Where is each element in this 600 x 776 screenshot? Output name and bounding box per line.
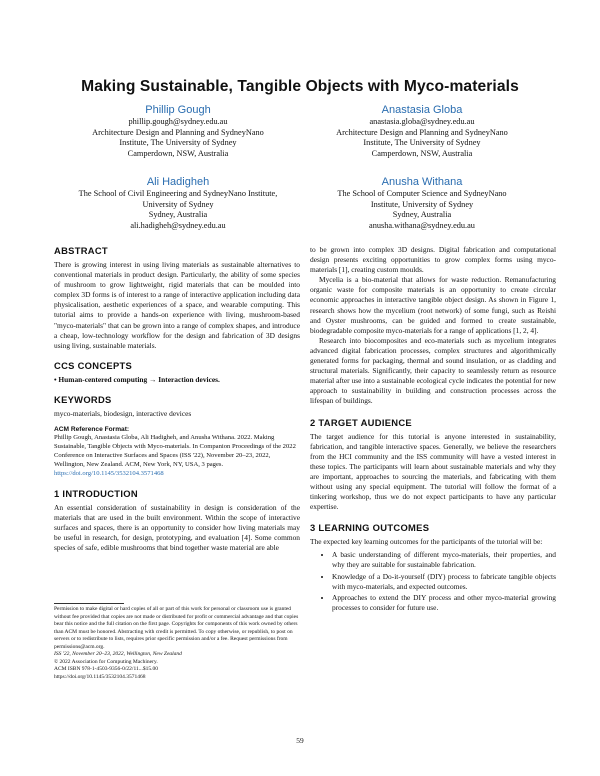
acm-reference bbox=[54, 425, 300, 479]
list-item: • A basic understanding of different myco-materials, their properties, and why they are suitable for sustainable fabrication. bbox=[332, 550, 556, 570]
introduction-heading: 1 INTRODUCTION bbox=[54, 487, 138, 499]
acm-reference-citation: Phillip Gough, Anastasia Globa, Ali Hadigheh, and Anusha Withana. 2022. Making Sustainable, Tangible Objects with Myco-materials. In Companion Proceedings of the 2022 Conference on Interactive Surfaces and Spaces (ISS '22), November 20–23, 2022, Wellington, New Zealand. ACM, New York, NY, USA, 3 pages. bbox=[54, 434, 296, 468]
introduction-paragraph: to be grown into complex 3D designs. Digital fabrication and computational design presents exciting opportunities to grow complex forms using myco-materials [1], creating custom moulds. bbox=[310, 245, 556, 275]
author-affiliation: Architecture Design and Planning and SydneyNano bbox=[92, 127, 264, 137]
left-column bbox=[54, 245, 300, 553]
page-number: 59 bbox=[296, 736, 304, 745]
author-name: Phillip Gough bbox=[145, 104, 211, 116]
target-audience-heading: 2 TARGET AUDIENCE bbox=[310, 416, 412, 428]
author-block-withana bbox=[297, 175, 547, 231]
list-item: • Knowledge of a Do-it-yourself (DIY) process to fabricate tangible objects with myco-materials, and expected outcomes. bbox=[332, 572, 556, 592]
author-email[interactable]: anastasia.globa@sydney.edu.au bbox=[369, 117, 475, 126]
learning-outcomes-heading: 3 LEARNING OUTCOMES bbox=[310, 522, 430, 534]
introduction-paragraph: Research into biocomposites and eco-materials such as mycelium integrates advanced digital fabrication processes, complex structures and algorithmically generated forms for packaging, thermal and sound insulation, or as cladding and structural materials. Significantly, their capacity to seamlessly return as resource material after use into a sustainable ecological cycle indicates the potential for new approach to sustainability in building and construction processes across the lifespan of buildings. bbox=[310, 335, 556, 406]
author-affiliation: The School of Computer Science and SydneyNano bbox=[337, 189, 507, 198]
learning-outcomes-list bbox=[310, 550, 556, 613]
author-name: Anusha Withana bbox=[381, 176, 463, 188]
author-affiliation: Sydney, Australia bbox=[392, 210, 452, 220]
author-email[interactable]: anusha.withana@sydney.edu.au bbox=[369, 220, 475, 230]
author-affiliation: The School of Civil Engineering and SydneyNano Institute, bbox=[78, 189, 278, 198]
acm-reference-heading: ACM Reference Format: bbox=[54, 426, 130, 434]
conference-info: ISS '22, November 20–23, 2022, Wellington, New Zealand bbox=[54, 651, 182, 657]
abstract-heading: ABSTRACT bbox=[54, 245, 108, 256]
permission-text: Permission to make digital or hard copies of all or part of this work for personal or classroom use is granted without fee provided that copies are not made or distributed for profit or commercial advantage and that copies bear this notice and the full citation on the first page. Copyrights for components of this work owned by others than ACM must be honored. Abstracting with credit is permitted. To copy otherwise, or republish, to post on servers or to redistribute to lists, requires prior specific permission and/or a fee. Request permissions from permissions@acm.org. bbox=[54, 606, 299, 650]
author-affiliation: Sydney, Australia bbox=[148, 210, 208, 220]
permission-doi-link[interactable]: https://doi.org/10.1145/3532104.3571468 bbox=[54, 673, 146, 680]
introduction-paragraph: An essential consideration of sustainability in design is consideration of the materials that are used in the built environment. Within the scope of interactive surfaces and spaces, there is an opportunity to consider how living materials may be useful in research, for design, prototyping, and evaluation [4]. Some common species of safe, edible mushrooms that bind together waste material are able bbox=[54, 502, 300, 552]
keywords-text: myco-materials, biodesign, interactive devices bbox=[54, 408, 192, 418]
permission-footnote bbox=[54, 606, 300, 681]
author-affiliation: Camperdown, NSW, Australia bbox=[371, 148, 473, 158]
acm-reference-doi-link[interactable]: https://doi.org/10.1145/3532104.3571468 bbox=[54, 469, 164, 477]
target-audience-text: The target audience for this tutorial is anyone interested in sustainability, fabrication, and tangible interactive spaces. Generally, we believe the researchers from the HCI community and the ISS community will have a vested interest in these topics. The participants will learn about sustainable materials and why they are important, approaches to sourcing the materials, and fabricating with them without using any special equipment. The tutorial will follow the format of a tinkering workshop, thus we do not expect participants to have any particular expertise. bbox=[310, 431, 556, 512]
isbn-text: ACM ISBN 978-1-4503-9356-0/22/11...$15.00 bbox=[54, 666, 158, 672]
author-name: Ali Hadigheh bbox=[146, 176, 210, 188]
author-name: Anastasia Globa bbox=[381, 104, 463, 116]
introduction-paragraph: Mycelia is a bio-material that allows for waste reduction. Remanufacturing organic waste for composite materials is an opportunity to create circular economic approaches in interactive tangible object design. As shown in Figure 1, research shows how the mycelium (root network) of some fungi, such as Reishi and Oyster mushrooms, can be guided and formed to create sustainable, biodegradable composite myco-materials for a range of applications [1, 2, 4]. bbox=[310, 275, 556, 335]
copyright-text: © 2022 Association for Computing Machinery. bbox=[54, 658, 158, 665]
author-affiliation: Camperdown, NSW, Australia bbox=[127, 148, 229, 158]
author-affiliation: Institute, The University of Sydney bbox=[363, 138, 481, 148]
author-block-hadigheh bbox=[53, 175, 303, 231]
author-email[interactable]: ali.hadigheh@sydney.edu.au bbox=[130, 220, 226, 230]
right-column bbox=[310, 245, 556, 614]
ccs-text: • Human-centered computing → Interaction devices. bbox=[54, 374, 220, 384]
ccs-heading: CCS CONCEPTS bbox=[54, 359, 133, 371]
author-email[interactable]: phillip.gough@sydney.edu.au bbox=[128, 117, 228, 126]
author-block-globa bbox=[297, 103, 547, 159]
paper-title: Making Sustainable, Tangible Objects with Myco-materials bbox=[81, 78, 519, 95]
author-affiliation: Institute, University of Sydney bbox=[370, 199, 474, 209]
author-affiliation: University of Sydney bbox=[142, 199, 214, 209]
author-affiliation: Architecture Design and Planning and SydneyNano bbox=[336, 127, 508, 137]
footnote-rule bbox=[54, 603, 124, 604]
learning-outcomes-intro: The expected key learning outcomes for the participants of the tutorial will be: bbox=[310, 537, 543, 547]
author-affiliation: Institute, The University of Sydney bbox=[119, 138, 237, 148]
keywords-heading: KEYWORDS bbox=[54, 393, 112, 405]
list-item: • Approaches to extend the DIY process and other myco-material growing processes to consider for future use. bbox=[332, 593, 556, 613]
abstract-text: There is growing interest in using living materials as sustainable alternatives to conventional materials in product design. Particularly, the ability of some species of mushroom to grow lightweight, rigid materials that can be moulded into complex 3D forms is of interest to a range of interactive application including data physicalisation, aesthetic experiences of a space, and wearable computing. This tutorial aims to provide a hands-on experience with living, mushroom-based "myco-materials" that can be grown into a range of complex shapes, and introduce a cheap, low-technology workflow for the design and fabrication of 3D designs using living, sustainable materials. bbox=[54, 260, 300, 350]
acm-reference-text bbox=[54, 434, 300, 479]
author-block-gough bbox=[53, 103, 303, 159]
